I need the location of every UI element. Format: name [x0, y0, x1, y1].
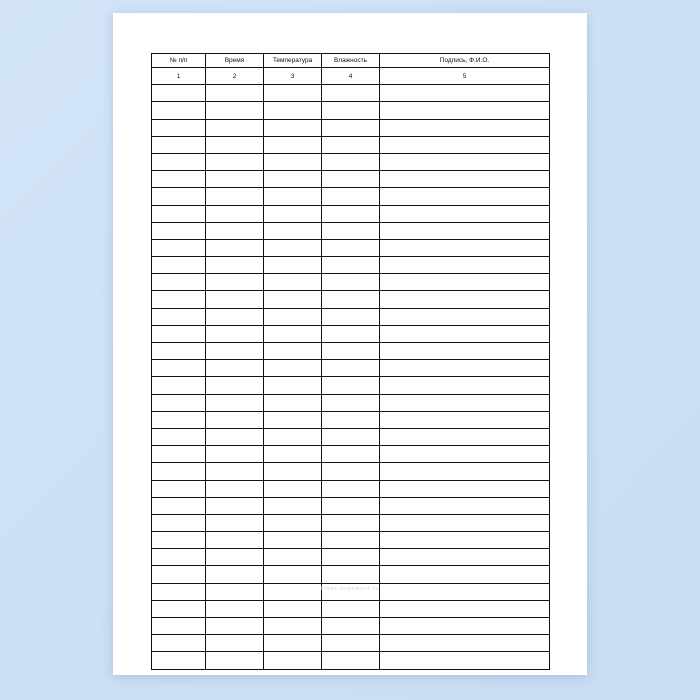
table-cell[interactable] — [322, 394, 380, 411]
table-cell[interactable] — [264, 652, 322, 669]
table-cell[interactable] — [380, 600, 550, 617]
table-cell[interactable] — [206, 428, 264, 445]
table-cell[interactable] — [152, 652, 206, 669]
table-row[interactable] — [152, 514, 550, 531]
table-cell[interactable] — [264, 205, 322, 222]
table-cell[interactable] — [322, 600, 380, 617]
table-row[interactable] — [152, 171, 550, 188]
table-cell[interactable] — [264, 171, 322, 188]
table-cell[interactable] — [322, 136, 380, 153]
table-row[interactable] — [152, 153, 550, 170]
table-cell[interactable] — [322, 480, 380, 497]
table-cell[interactable] — [152, 446, 206, 463]
table-row[interactable] — [152, 291, 550, 308]
table-cell[interactable] — [380, 343, 550, 360]
table-cell[interactable] — [152, 85, 206, 102]
column-header-number: № п/п — [152, 54, 206, 68]
document-sheet — [151, 53, 549, 670]
table-row[interactable] — [152, 188, 550, 205]
table-cell[interactable] — [322, 239, 380, 256]
table-cell[interactable] — [380, 652, 550, 669]
table-cell[interactable] — [264, 600, 322, 617]
column-header-signature: Подпись, Ф.И.О. — [380, 54, 550, 68]
table-cell[interactable] — [206, 153, 264, 170]
table-row[interactable] — [152, 274, 550, 291]
table-cell[interactable] — [322, 343, 380, 360]
table-row[interactable] — [152, 411, 550, 428]
table-cell[interactable] — [380, 291, 550, 308]
table-cell[interactable] — [152, 618, 206, 635]
table-cell[interactable] — [380, 239, 550, 256]
table-cell[interactable] — [264, 291, 322, 308]
column-number-1: 1 — [152, 68, 206, 85]
table-cell[interactable] — [264, 222, 322, 239]
table-cell[interactable] — [206, 652, 264, 669]
table-cell[interactable] — [206, 377, 264, 394]
table-cell[interactable] — [206, 446, 264, 463]
table-cell[interactable] — [264, 343, 322, 360]
table-cell[interactable] — [152, 635, 206, 652]
column-number-5: 5 — [380, 68, 550, 85]
table-cell[interactable] — [152, 394, 206, 411]
table-cell[interactable] — [206, 85, 264, 102]
table-cell[interactable] — [264, 308, 322, 325]
table-row[interactable] — [152, 566, 550, 583]
table-cell[interactable] — [152, 291, 206, 308]
table-cell[interactable] — [206, 549, 264, 566]
table-cell[interactable] — [380, 171, 550, 188]
table-cell[interactable] — [322, 514, 380, 531]
table-cell[interactable] — [264, 377, 322, 394]
table-cell[interactable] — [322, 171, 380, 188]
table-cell[interactable] — [380, 257, 550, 274]
table-cell[interactable] — [264, 446, 322, 463]
table-cell[interactable] — [152, 343, 206, 360]
table-row[interactable] — [152, 257, 550, 274]
table-cell[interactable] — [206, 188, 264, 205]
table-cell[interactable] — [152, 119, 206, 136]
table-cell[interactable] — [264, 532, 322, 549]
table-cell[interactable] — [322, 325, 380, 342]
table-cell[interactable] — [152, 480, 206, 497]
table-cell[interactable] — [322, 566, 380, 583]
table-cell[interactable] — [206, 532, 264, 549]
table-cell[interactable] — [206, 497, 264, 514]
table-cell[interactable] — [322, 360, 380, 377]
table-head — [152, 54, 550, 85]
table-cell[interactable] — [264, 85, 322, 102]
table-cell[interactable] — [264, 239, 322, 256]
table-cell[interactable] — [152, 360, 206, 377]
table-row[interactable] — [152, 205, 550, 222]
document-page — [113, 13, 587, 675]
table-cell[interactable] — [152, 566, 206, 583]
table-cell[interactable] — [322, 463, 380, 480]
table-cell[interactable] — [322, 85, 380, 102]
table-cell[interactable] — [380, 514, 550, 531]
table-row[interactable] — [152, 463, 550, 480]
table-cell[interactable] — [264, 566, 322, 583]
table-cell[interactable] — [380, 325, 550, 342]
table-cell[interactable] — [206, 325, 264, 342]
table-row[interactable] — [152, 497, 550, 514]
table-cell[interactable] — [322, 411, 380, 428]
table-cell[interactable] — [206, 463, 264, 480]
table-cell[interactable] — [206, 171, 264, 188]
table-cell[interactable] — [264, 514, 322, 531]
table-cell[interactable] — [206, 274, 264, 291]
table-cell[interactable] — [152, 428, 206, 445]
table-cell[interactable] — [206, 566, 264, 583]
table-cell[interactable] — [206, 514, 264, 531]
table-cell[interactable] — [152, 497, 206, 514]
table-cell[interactable] — [264, 480, 322, 497]
table-row[interactable] — [152, 618, 550, 635]
table-cell[interactable] — [380, 119, 550, 136]
table-row[interactable] — [152, 600, 550, 617]
table-cell[interactable] — [152, 377, 206, 394]
table-row[interactable] — [152, 635, 550, 652]
table-cell[interactable] — [380, 635, 550, 652]
table-cell[interactable] — [152, 532, 206, 549]
log-table — [151, 53, 550, 670]
table-cell[interactable] — [264, 257, 322, 274]
table-cell[interactable] — [264, 325, 322, 342]
table-cell[interactable] — [264, 463, 322, 480]
table-cell[interactable] — [322, 428, 380, 445]
table-row[interactable] — [152, 222, 550, 239]
table-row[interactable] — [152, 549, 550, 566]
table-header-row — [152, 54, 550, 68]
table-cell[interactable] — [264, 497, 322, 514]
table-cell[interactable] — [206, 394, 264, 411]
table-cell[interactable] — [322, 308, 380, 325]
table-cell[interactable] — [152, 102, 206, 119]
table-cell[interactable] — [322, 222, 380, 239]
table-cell[interactable] — [206, 222, 264, 239]
table-cell[interactable] — [322, 188, 380, 205]
table-row[interactable] — [152, 343, 550, 360]
table-cell[interactable] — [152, 222, 206, 239]
table-cell[interactable] — [206, 343, 264, 360]
table-cell[interactable] — [380, 463, 550, 480]
column-header-humidity: Влажность — [322, 54, 380, 68]
table-cell[interactable] — [322, 497, 380, 514]
table-cell[interactable] — [264, 153, 322, 170]
table-cell[interactable] — [322, 274, 380, 291]
table-cell[interactable] — [206, 136, 264, 153]
table-cell[interactable] — [322, 652, 380, 669]
table-cell[interactable] — [322, 102, 380, 119]
table-row[interactable] — [152, 446, 550, 463]
table-cell[interactable] — [380, 446, 550, 463]
table-cell[interactable] — [206, 635, 264, 652]
table-cell[interactable] — [206, 480, 264, 497]
column-number-3: 3 — [264, 68, 322, 85]
table-cell[interactable] — [206, 360, 264, 377]
table-cell[interactable] — [380, 532, 550, 549]
table-cell[interactable] — [152, 463, 206, 480]
table-cell[interactable] — [380, 102, 550, 119]
table-cell[interactable] — [380, 360, 550, 377]
table-cell[interactable] — [264, 360, 322, 377]
table-cell[interactable] — [206, 257, 264, 274]
table-cell[interactable] — [380, 549, 550, 566]
table-cell[interactable] — [206, 411, 264, 428]
table-cell[interactable] — [264, 119, 322, 136]
table-cell[interactable] — [380, 136, 550, 153]
table-cell[interactable] — [206, 600, 264, 617]
table-body — [152, 85, 550, 669]
table-row[interactable] — [152, 480, 550, 497]
table-cell[interactable] — [380, 497, 550, 514]
table-row[interactable] — [152, 325, 550, 342]
table-cell[interactable] — [322, 377, 380, 394]
table-cell[interactable] — [152, 239, 206, 256]
table-row[interactable] — [152, 102, 550, 119]
table-cell[interactable] — [380, 618, 550, 635]
table-cell[interactable] — [152, 205, 206, 222]
table-cell[interactable] — [264, 394, 322, 411]
watermark-text: blank-dokument.ru — [320, 586, 380, 592]
table-cell[interactable] — [264, 188, 322, 205]
table-row[interactable] — [152, 119, 550, 136]
column-number-4: 4 — [322, 68, 380, 85]
table-cell[interactable] — [152, 188, 206, 205]
table-cell[interactable] — [322, 205, 380, 222]
table-cell[interactable] — [206, 618, 264, 635]
table-row[interactable] — [152, 136, 550, 153]
table-cell[interactable] — [380, 153, 550, 170]
table-cell[interactable] — [380, 205, 550, 222]
table-cell[interactable] — [206, 308, 264, 325]
table-cell[interactable] — [322, 618, 380, 635]
table-cell[interactable] — [264, 102, 322, 119]
table-row[interactable] — [152, 394, 550, 411]
table-cell[interactable] — [380, 480, 550, 497]
table-cell[interactable] — [264, 549, 322, 566]
table-cell[interactable] — [322, 119, 380, 136]
table-row[interactable] — [152, 239, 550, 256]
table-cell[interactable] — [264, 635, 322, 652]
table-cell[interactable] — [206, 205, 264, 222]
table-cell[interactable] — [380, 222, 550, 239]
table-column-number-row — [152, 68, 550, 85]
table-cell[interactable] — [206, 102, 264, 119]
column-header-temperature: Температура — [264, 54, 322, 68]
table-cell[interactable] — [152, 549, 206, 566]
table-cell[interactable] — [152, 171, 206, 188]
table-cell[interactable] — [264, 428, 322, 445]
table-cell[interactable] — [152, 514, 206, 531]
table-cell[interactable] — [152, 600, 206, 617]
table-cell[interactable] — [322, 291, 380, 308]
table-cell[interactable] — [380, 85, 550, 102]
table-cell[interactable] — [380, 394, 550, 411]
table-row[interactable] — [152, 532, 550, 549]
table-cell[interactable] — [264, 411, 322, 428]
table-cell[interactable] — [380, 428, 550, 445]
table-cell[interactable] — [380, 188, 550, 205]
table-cell[interactable] — [322, 153, 380, 170]
table-cell[interactable] — [380, 566, 550, 583]
table-cell[interactable] — [206, 291, 264, 308]
table-cell[interactable] — [380, 411, 550, 428]
table-cell[interactable] — [264, 274, 322, 291]
table-cell[interactable] — [322, 635, 380, 652]
table-cell[interactable] — [152, 411, 206, 428]
table-row[interactable] — [152, 428, 550, 445]
table-cell[interactable] — [322, 446, 380, 463]
table-row[interactable] — [152, 85, 550, 102]
table-cell[interactable] — [206, 239, 264, 256]
table-cell[interactable] — [264, 618, 322, 635]
table-cell[interactable] — [322, 532, 380, 549]
table-row[interactable] — [152, 360, 550, 377]
table-cell[interactable] — [152, 153, 206, 170]
table-cell[interactable] — [152, 308, 206, 325]
table-cell[interactable] — [322, 257, 380, 274]
table-cell[interactable] — [152, 325, 206, 342]
table-cell[interactable] — [380, 377, 550, 394]
table-row[interactable] — [152, 308, 550, 325]
table-cell[interactable] — [152, 257, 206, 274]
table-cell[interactable] — [380, 308, 550, 325]
table-cell[interactable] — [152, 274, 206, 291]
table-cell[interactable] — [380, 274, 550, 291]
table-cell[interactable] — [264, 136, 322, 153]
table-row[interactable] — [152, 377, 550, 394]
table-row[interactable] — [152, 652, 550, 669]
column-number-2: 2 — [206, 68, 264, 85]
column-header-time: Время — [206, 54, 264, 68]
table-cell[interactable] — [322, 549, 380, 566]
table-cell[interactable] — [152, 136, 206, 153]
table-cell[interactable] — [206, 119, 264, 136]
